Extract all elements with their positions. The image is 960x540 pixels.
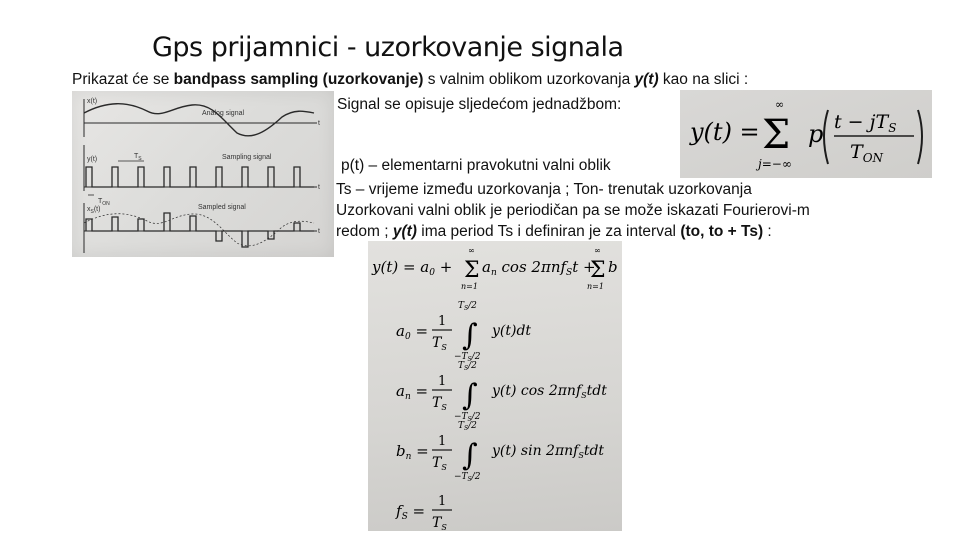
a0-integrand: y(t)dt [492,323,532,339]
intro-line [72,70,748,90]
redom-mid: ima period Ts i definiran je za interval [416,223,681,240]
eq-lhs: y(t) = [690,118,760,146]
redom-line [336,222,772,242]
eq-den: $T_{ON}$ [850,141,884,165]
series-inf-2: ∞ [594,246,601,255]
label-ton: $T_{ON}$ [98,198,110,207]
label-sampling: Sampling signal [222,154,272,161]
series-sigma-1: Σ [464,258,480,283]
equation-yt [680,90,932,178]
ts-line: Ts – vrijeme između uzorkovanja ; Ton- trenutak uzorkovanja [336,181,752,198]
eq-num: $t - jT_S$ [834,111,897,135]
intro-post: kao na slici : [658,71,749,88]
fs-lhs: $f_S$ = [396,502,426,522]
label-sampled: Sampled signal [198,204,246,211]
fs-equation [395,494,452,531]
bn-equation [396,421,604,483]
intro-italic: y(t) [634,71,659,88]
series-n1-1: n=1 [461,282,478,291]
series-sigma-2: Σ [590,258,606,283]
bn-lhs: $b_n$ = [396,442,429,462]
an-lhs: $a_n$ = [396,382,429,402]
series-term-b: b [608,258,618,276]
bn-upper: $T_S/2$ [458,421,477,432]
waveform-diagram [72,91,334,257]
bn-ts: $T_S$ [432,455,447,472]
series-n1-2: n=1 [587,282,604,291]
eq-paren-right [918,110,922,164]
eq-paren-left [824,110,828,164]
bn-lower: $-T_S/2$ [454,472,481,483]
pt-line: p(t) – elementarni pravokutni valni oblik [341,157,611,174]
a0-ts: $T_S$ [432,335,447,352]
redom-bold: (to, to + Ts) [680,223,764,240]
series-lhs: $y(t) = a_0$ + [372,258,453,278]
an-integral: ∫ [462,378,478,413]
bn-integrand: y(t) sin 2πnf$_S$tdt [492,443,605,460]
fs-den: $T_S$ [432,515,447,531]
redom-post: : [763,223,772,240]
pulse-train [86,167,314,187]
equation-yt-figure [680,90,932,178]
eq-sum-top: ∞ [775,98,785,111]
a0-upper: $T_S/2$ [458,301,477,312]
a0-equation [396,301,531,363]
slide-title: Gps prijamnici - uzorkovanje signala [152,32,624,63]
an-equation [396,361,607,423]
an-one: 1 [438,374,447,389]
intro-pre: Prikazat će se [72,71,174,88]
redom-italic: y(t) [392,223,417,240]
bn-integral: ∫ [462,438,478,473]
periodic-line: Uzorkovani valni oblik je periodičan pa se može iskazati Fourierovi-m [336,202,810,219]
an-upper: $T_S/2$ [458,361,477,372]
redom-pre: redom ; [336,223,393,240]
intro-bold: bandpass sampling (uzorkovanje) [173,71,424,88]
label-xt: x(t) [87,98,98,105]
label-t-3: t [318,228,320,235]
analog-waveform [84,104,314,136]
an-integrand: y(t) cos 2πnf$_S$tdt [492,383,607,400]
series-term-a: $a_n$ cos 2πnf$_S$t + [482,258,596,278]
eq-sum-bottom: j=−∞ [758,157,792,171]
fourier-figure [368,241,622,531]
series-inf-1: ∞ [468,246,475,255]
a0-integral: ∫ [462,318,478,353]
label-xst: $x_S(t)$ [87,206,101,215]
eq-sigma: Σ [762,112,791,158]
eq-p: p [808,120,824,148]
a0-one: 1 [438,314,447,329]
signal-line: Signal se opisuje sljedećom jednadžbom: [337,96,622,113]
sampled-pulses [86,213,314,247]
intro-mid: s valnim oblikom uzorkovanja [423,71,635,88]
label-t-2: t [318,184,320,191]
an-ts: $T_S$ [432,395,447,412]
a0-lower: $-T_S/2$ [454,352,481,363]
waveform-figure [72,91,334,257]
an-lower: $-T_S/2$ [454,412,481,423]
label-t-1: t [318,120,320,127]
bn-one: 1 [438,434,447,449]
label-analog: Analog signal [202,110,245,117]
label-ts: $T_S$ [134,153,142,162]
fs-one: 1 [438,494,447,509]
label-yt: y(t) [87,156,98,163]
fourier-equations [368,241,622,531]
a0-lhs: $a_0$ = [396,322,429,342]
